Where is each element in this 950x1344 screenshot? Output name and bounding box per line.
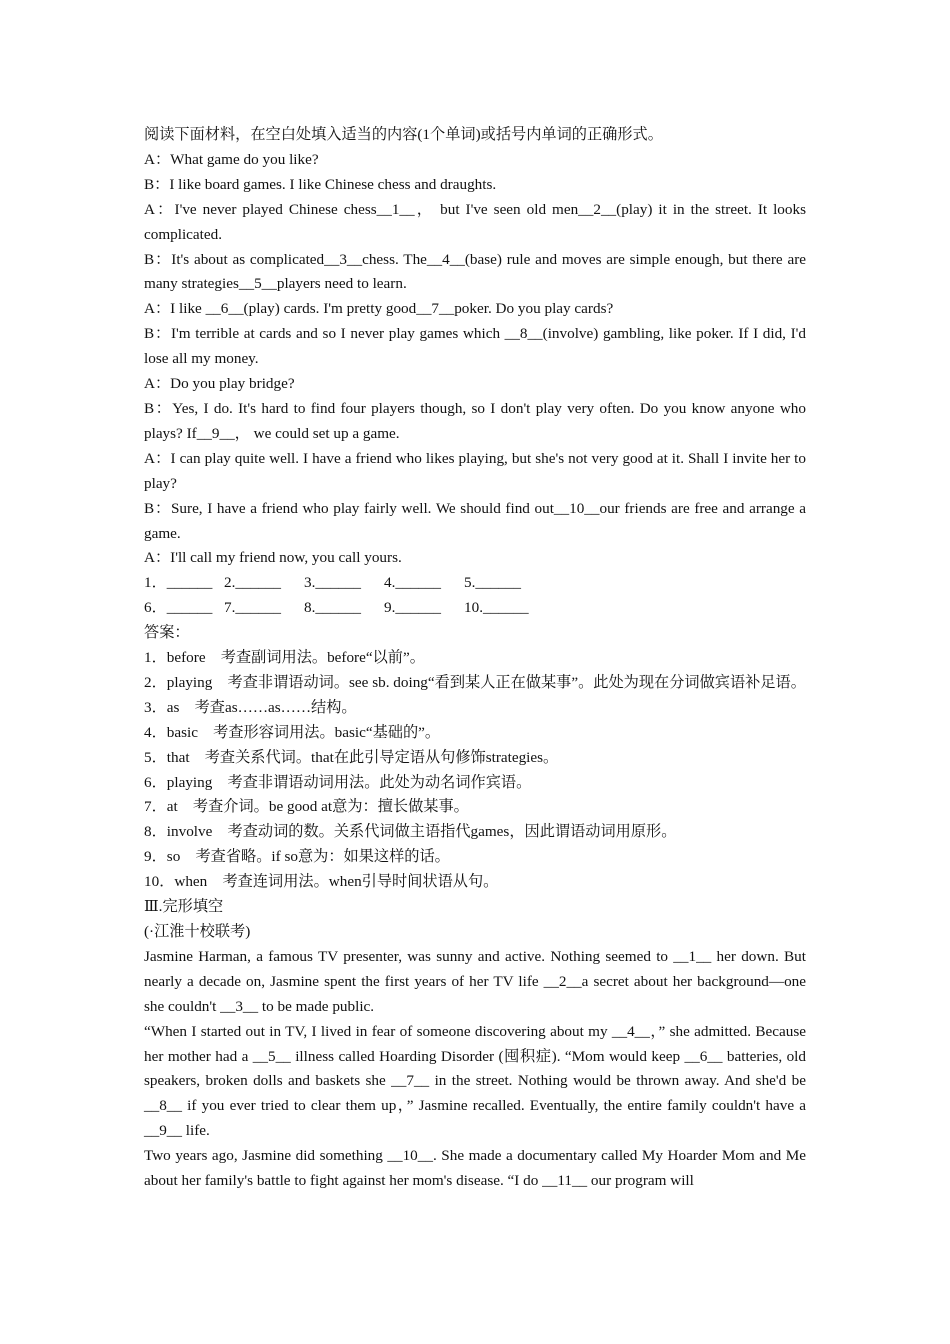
answer-blank: 8.______ (304, 599, 361, 617)
cloze-passage (144, 945, 806, 1194)
section-title: Ⅲ.完形填空 (144, 898, 224, 916)
answers-heading: 答案： (144, 624, 190, 642)
answer-blank: 7.______ (224, 599, 281, 617)
answer-item: 2．playing 考查非谓语动词。see sb. doing“看到某人正在做某事”。此处为现在分词做宾语补足语。 (144, 673, 806, 691)
answer-item: 3．as 考查as……as……结构。 (144, 698, 357, 716)
dialogue-line: B：Yes, I do. It's hard to find four players though, so I don't play very often. Do you know anyone who plays? If__9__， we could set up a game. (144, 399, 806, 442)
answer-blanks-row-2 (144, 596, 806, 621)
dialogue-line: A：I can play quite well. I have a friend who likes playing, but she's not very good at it. Shall I invite her to play? (144, 449, 806, 492)
passage-paragraph: Jasmine Harman, a famous TV presenter, was sunny and active. Nothing seemed to __1__ her down. But nearly a decade on, Jasmine spent the first years of her TV life __2__a secret about her background—one she couldn't __3__ to be made public. (144, 947, 806, 1015)
dialogue-line: B：Sure, I have a friend who play fairly well. We should find out__10__our friends are free and arrange a game. (144, 499, 806, 542)
answer-blank: 6．______ (144, 599, 213, 617)
source-note: (·江淮十校联考) (144, 923, 251, 940)
answer-item: 7．at 考查介词。be good at意为：擅长做某事。 (144, 798, 469, 816)
answer-list (144, 646, 806, 895)
passage-paragraph: “When I started out in TV, I lived in fear of someone discovering about my __4__，” she admitted. Because her mother had a __5__ illness called Hoarding Disorder (囤积症). “Mom would keep __6__ batteries, old speakers, broken dolls and baskets she __7__ in the street. Nothing would be thrown away. And she'd be __8__ if you ever tried to clear them up，” Jasmine recalled. Eventually, the entire family couldn't have a __9__ life. (144, 1022, 806, 1140)
instruction-text: 阅读下面材料，在空白处填入适当的内容(1个单词)或括号内单词的正确形式。 (144, 126, 663, 143)
dialogue-line: B：It's about as complicated__3__chess. The__4__(base) rule and moves are simple enough, but there are many strategies__5__players need to learn. (144, 250, 806, 293)
dialogue-line: B：I'm terrible at cards and so I never play games which __8__(involve) gambling, like poker. If I did, I'd lose all my money. (144, 325, 806, 368)
document-page (144, 123, 806, 1194)
dialogue-line: A：Do you play bridge? (144, 375, 295, 393)
answer-blank: 10.______ (464, 599, 529, 617)
dialogue-line: A：I'll call my friend now, you call yours. (144, 549, 402, 567)
dialogue-line: A：I've never played Chinese chess__1__， but I've seen old men__2__(play) it in the street. It looks complicated. (144, 200, 806, 243)
answer-item: 8．involve 考查动词的数。关系代词做主语指代games，因此谓语动词用原形。 (144, 823, 677, 841)
answer-item: 5．that 考查关系代词。that在此引导定语从句修饰strategies。 (144, 748, 559, 766)
answer-blank: 4.______ (384, 574, 441, 592)
dialogue-line: A：I like __6__(play) cards. I'm pretty good__7__poker. Do you play cards? (144, 300, 614, 318)
dialogue-line: B：I like board games. I like Chinese chess and draughts. (144, 175, 497, 193)
answer-blank: 2.______ (224, 574, 281, 592)
answer-item: 9．so 考查省略。if so意为：如果这样的话。 (144, 848, 450, 866)
answer-blank: 9.______ (384, 599, 441, 617)
answer-item: 1．before 考查副词用法。before“以前”。 (144, 649, 425, 667)
answer-item: 10．when 考查连词用法。when引导时间状语从句。 (144, 873, 499, 891)
answer-blank: 3.______ (304, 574, 361, 592)
dialogue-line: A：What game do you like? (144, 150, 319, 168)
passage-paragraph: Two years ago, Jasmine did something __10__. She made a documentary called My Hoarder Mom and Me about her family's battle to fight against her mom's disease. “I do __11__ our program will (144, 1147, 806, 1190)
answer-blanks-row-1 (144, 571, 806, 596)
answer-blank: 1．______ (144, 574, 213, 592)
dialogue (144, 148, 806, 571)
answer-blank: 5.______ (464, 574, 521, 592)
answer-item: 4．basic 考查形容词用法。basic“基础的”。 (144, 723, 441, 741)
answer-item: 6．playing 考查非谓语动词用法。此处为动名词作宾语。 (144, 773, 532, 791)
